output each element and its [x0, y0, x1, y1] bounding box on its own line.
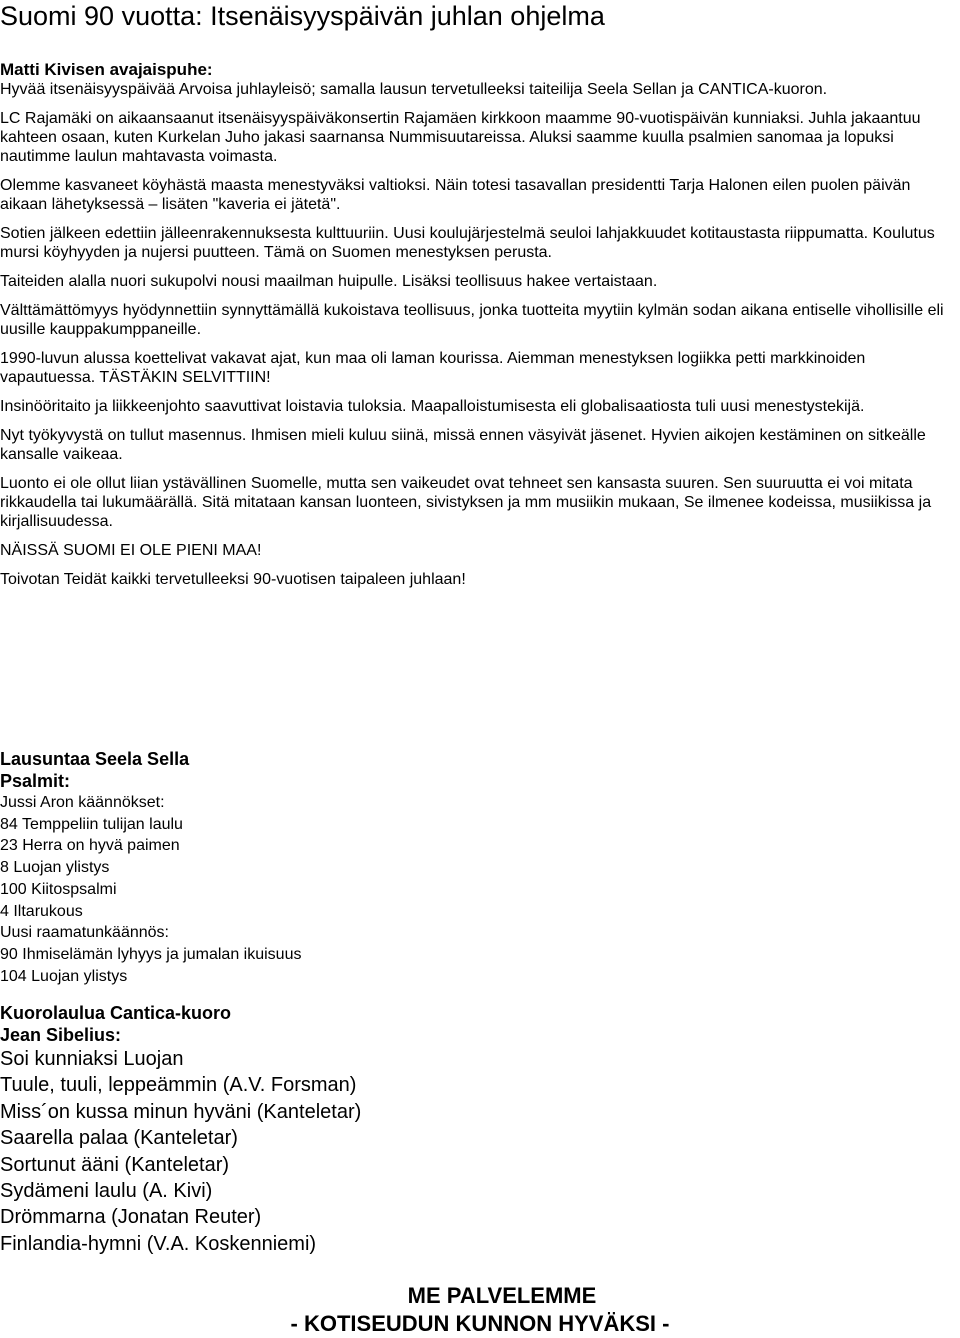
list-item: 4 Iltarukous [0, 902, 83, 920]
song-item: Soi kunniaksi Luojan [0, 1048, 184, 1070]
page-title: Suomi 90 vuotta: Itsenäisyyspäivän juhlan ohjelma [0, 1, 605, 31]
song-item: Sortunut ääni (Kanteletar) [0, 1153, 230, 1176]
list-item: 23 Herra on hyvä paimen [0, 837, 180, 855]
speech-paragraph: Hyvää itsenäisyyspäivää Arvoisa juhlayleisö; samalla lausun tervetulleeksi taiteilija Seela Sellan ja CANTICA-kuoron. [0, 81, 828, 98]
list-item: 100 Kiitospsalmi [0, 880, 117, 898]
speech-paragraph: Olemme kasvaneet köyhästä maasta menestyväksi valtioksi. Näin totesi tasavallan presidentti Tarja Halonen eilen puolen päivän aikaan lähetyksessä – lisäten "kaveria ei jätetä". [0, 177, 911, 213]
motto-line-2: - KOTISEUDUN KUNNON HYVÄKSI - [290, 1311, 670, 1336]
motto-line-1: ME PALVELEMME [407, 1283, 597, 1308]
list-item: 8 Luojan ylistys [0, 859, 110, 877]
speech-paragraph: Välttämättömyys hyödynnettiin synnyttämällä kukoistava teollisuus, jonka tuotteita myytiin kylmän sodan aikana entiselle vihollisille eli uusille kauppakumppaneille. [0, 302, 944, 338]
song-item: Drömmarna (Jonatan Reuter) [0, 1206, 262, 1229]
song-item: Sydämeni laulu (A. Kivi) [0, 1180, 213, 1203]
speech-paragraph: Insinööritaito ja liikkeenjohto saavuttivat loistavia tuloksia. Maapalloistumisesta eli globalisaatiosta tuli uusi menestystekijä. [0, 398, 865, 415]
speech-paragraph: Luonto ei ole ollut liian ystävällinen Suomelle, mutta sen vaikeudet ovat tehneet sen kansasta suuren. Sen suuruutta ei voi mitata rikkaudella tai lukumäärällä. Sitä mitataan kansan luonteen, sivistyksen ja mm musiikin mukaan, Se ilmenee kodeissa, musiikissa ja kirjallisuudessa. [0, 475, 932, 530]
list-item: 104 Luojan ylistys [0, 967, 128, 985]
speech-body [0, 80, 960, 599]
list-item: Jussi Aron käännökset: [0, 794, 165, 811]
speech-paragraph: Nyt työkyvystä on tullut masennus. Ihmisen mieli kuluu siinä, missä ennen väsyivät jäsenet. Hyvien aikojen kestäminen on sitkeälle kansalle vaikeaa. [0, 427, 926, 463]
list-item: Uusi raamatunkäännös: [0, 924, 169, 942]
recitation-section [0, 748, 960, 987]
recitation-heading: Lausuntaa Seela Sella [0, 749, 190, 769]
list-item: 84 Temppeliin tulijan laulu [0, 815, 183, 833]
speech-paragraph: Toivotan Teidät kaikki tervetulleeksi 90-vuotisen taipaleen juhlaan! [0, 571, 466, 588]
song-item: Saarella palaa (Kanteletar) [0, 1127, 238, 1150]
psalms-heading: Psalmit: [0, 771, 71, 791]
speech-paragraph: 1990-luvun alussa koettelivat vakavat ajat, kun maa oli laman kourissa. Aiemman menestyksen logiikka petti markkinoiden vapautuessa. TÄSTÄKIN SELVITTIIN! [0, 350, 866, 386]
composer-heading: Jean Sibelius: [0, 1025, 122, 1045]
choir-heading: Kuorolaulua Cantica-kuoro [0, 1003, 232, 1023]
speaker-heading: Matti Kivisen avajaispuhe: [0, 60, 213, 79]
choir-section [0, 1002, 960, 1257]
speech-paragraph: Sotien jälkeen edettiin jälleenrakennuksesta kulttuuriin. Uusi koulujärjestelmä seuloi lahjakkuudet kotitaustasta riippumatta. Koulutus mursi köyhyyden ja nujersi puutteen. Tämä on Suomen menestyksen perusta. [0, 225, 935, 261]
song-item: Finlandia-hymni (V.A. Koskenniemi) [0, 1232, 317, 1255]
speech-paragraph: Taiteiden alalla nuori sukupolvi nousi maailman huipulle. Lisäksi teollisuus hakee vertaistaan. [0, 273, 658, 290]
song-item: Tuule, tuuli, leppeämmin (A.V. Forsman) [0, 1074, 357, 1097]
list-item: 90 Ihmiselämän lyhyys ja jumalan ikuisuus [0, 945, 302, 963]
song-item: Miss´on kussa minun hyväni (Kanteletar) [0, 1100, 362, 1123]
speech-paragraph: NÄISSÄ SUOMI EI OLE PIENI MAA! [0, 542, 262, 559]
speech-paragraph: LC Rajamäki on aikaansaanut itsenäisyyspäiväkonsertin Rajamäen kirkkoon maamme 90-vuotispäivän kunniaksi. Juhla jakaantuu kahteen osaan, kuten Kurkelan Juho jakasi saarnansa Nummisuutareissa. Aluksi saamme kuulla psalmien sanomaa ja lopuksi nautimme laulun mahtavasta voimasta. [0, 110, 921, 165]
footer-motto [0, 1282, 960, 1338]
